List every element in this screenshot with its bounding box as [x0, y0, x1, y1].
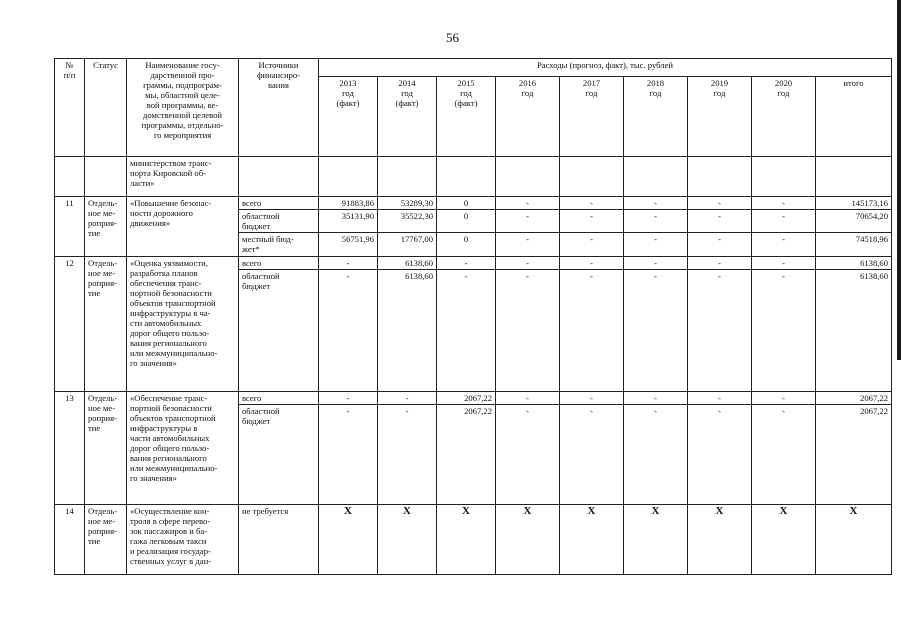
row-source: всего	[239, 197, 319, 210]
value-cell: 17767,00	[378, 233, 437, 257]
value-cell: 0	[437, 210, 496, 233]
value-cell: 6138,60	[378, 257, 437, 270]
value-cell: -	[752, 405, 816, 505]
header-source: Источники финансиро- вания	[239, 59, 319, 157]
table-row	[55, 157, 892, 197]
row-status: Отдель- ное ме- роприя- тие	[85, 392, 127, 505]
row-number: 11	[55, 197, 85, 257]
value-cell: 6138,60	[378, 270, 437, 392]
not-applicable-mark: X	[560, 505, 624, 575]
value-cell: -	[560, 197, 624, 210]
value-cell: -	[560, 233, 624, 257]
header-total: итого	[816, 77, 892, 157]
row-source: не требуется	[239, 505, 319, 575]
not-applicable-mark: X	[496, 505, 560, 575]
total-cell: 2067,22	[816, 405, 892, 505]
row-status: Отдель- ное ме- роприя- тие	[85, 505, 127, 575]
row-name: «Обеспечение транс- портной безопасности объектов транспортной инфраструктуры в части автомобильных дорог общего пользо- вания регионального или межмуниципально- го значения»	[127, 392, 239, 505]
row-status: Отдель- ное ме- роприя- тие	[85, 197, 127, 257]
value-cell: -	[496, 210, 560, 233]
value-cell: -	[319, 392, 378, 405]
value-cell: -	[496, 405, 560, 505]
value-cell: -	[624, 270, 688, 392]
value-cell: -	[688, 233, 752, 257]
not-applicable-mark: X	[319, 505, 378, 575]
value-cell: -	[560, 210, 624, 233]
value-cell: -	[688, 257, 752, 270]
not-applicable-mark: X	[688, 505, 752, 575]
row-source: областной бюджет	[239, 405, 319, 505]
row-name: «Осуществление кон- троля в сфере перево- зок пассажиров и ба- гажа легковым такси и реализация государ- ственных услуг в дан-	[127, 505, 239, 575]
value-cell: -	[752, 257, 816, 270]
value-cell: -	[752, 270, 816, 392]
header-year: 2019 год	[688, 77, 752, 157]
header-year: 2013 год (факт)	[319, 77, 378, 157]
row-status: Отдель- ное ме- роприя- тие	[85, 257, 127, 392]
total-cell: 6138,60	[816, 270, 892, 392]
value-cell: 35131,90	[319, 210, 378, 233]
header-year: 2016 год	[496, 77, 560, 157]
header-status: Статус	[85, 59, 127, 157]
total-cell: 145173,16	[816, 197, 892, 210]
continuation-name: министерством транс- порта Кировской об- ласти»	[127, 157, 239, 197]
header-year: 2020 год	[752, 77, 816, 157]
row-name: «Повышение безопас- ности дорожного движения»	[127, 197, 239, 257]
value-cell: -	[624, 405, 688, 505]
value-cell: -	[624, 210, 688, 233]
value-cell: -	[496, 270, 560, 392]
header-year: 2017 год	[560, 77, 624, 157]
value-cell: -	[624, 257, 688, 270]
total-cell: 74518,96	[816, 233, 892, 257]
table-row	[55, 197, 892, 210]
header-expenses: Расходы (прогноз, факт), тыс. рублей	[319, 59, 892, 77]
row-source: всего	[239, 392, 319, 405]
not-applicable-mark: X	[816, 505, 892, 575]
table-row	[55, 257, 892, 270]
header-year: 2014 год (факт)	[378, 77, 437, 157]
value-cell: -	[496, 233, 560, 257]
value-cell: -	[319, 257, 378, 270]
value-cell: 56751,96	[319, 233, 378, 257]
row-source: областной бюджет	[239, 270, 319, 392]
row-number: 12	[55, 257, 85, 392]
page-number: 56	[446, 30, 459, 45]
header-num: № п/п	[55, 59, 85, 157]
row-number: 13	[55, 392, 85, 505]
value-cell: -	[624, 197, 688, 210]
not-applicable-mark: X	[624, 505, 688, 575]
value-cell: -	[378, 392, 437, 405]
table-row	[55, 505, 892, 575]
value-cell: -	[560, 392, 624, 405]
value-cell: -	[319, 270, 378, 392]
row-name: «Оценка уязвимости, разработка планов обеспечения транс- портной безопасности объектов транспортной инфраструктуры в ча- сти автомобильных дорог общего пользо- вания регионального или межмуниципально- го значения»	[127, 257, 239, 392]
row-number: 14	[55, 505, 85, 575]
value-cell: -	[752, 210, 816, 233]
value-cell: -	[560, 257, 624, 270]
value-cell: -	[496, 197, 560, 210]
value-cell: -	[496, 392, 560, 405]
value-cell: -	[624, 233, 688, 257]
value-cell: -	[688, 210, 752, 233]
value-cell: 53289,30	[378, 197, 437, 210]
value-cell: -	[378, 405, 437, 505]
value-cell: 35522,30	[378, 210, 437, 233]
value-cell: 0	[437, 233, 496, 257]
value-cell: -	[437, 270, 496, 392]
budget-table	[54, 58, 892, 575]
value-cell: 2067,22	[437, 405, 496, 505]
header-year: 2018 год	[624, 77, 688, 157]
total-cell: 70654,20	[816, 210, 892, 233]
value-cell: -	[688, 392, 752, 405]
value-cell: -	[319, 405, 378, 505]
value-cell: -	[688, 405, 752, 505]
value-cell: 2067,22	[437, 392, 496, 405]
not-applicable-mark: X	[378, 505, 437, 575]
value-cell: -	[496, 257, 560, 270]
header-name: Наименование госу- дарственной про- граммы, подпрограм- мы, областной целе- вой программы, ве- домственной целевой программы, отдельно- го мероприятия	[127, 59, 239, 157]
table-row	[55, 392, 892, 405]
value-cell: -	[560, 405, 624, 505]
row-source: местный бюд- жет*	[239, 233, 319, 257]
row-source: областной бюджет	[239, 210, 319, 233]
scan-edge-mark	[897, 0, 901, 360]
value-cell: -	[437, 257, 496, 270]
row-source: всего	[239, 257, 319, 270]
value-cell: -	[624, 392, 688, 405]
value-cell: -	[560, 270, 624, 392]
value-cell: -	[752, 233, 816, 257]
value-cell: -	[688, 197, 752, 210]
value-cell: -	[752, 197, 816, 210]
value-cell: -	[752, 392, 816, 405]
header-year: 2015 год (факт)	[437, 77, 496, 157]
value-cell: -	[688, 270, 752, 392]
value-cell: 0	[437, 197, 496, 210]
value-cell: 91883,86	[319, 197, 378, 210]
total-cell: 2067,22	[816, 392, 892, 405]
header-row	[55, 59, 892, 77]
total-cell: 6138,60	[816, 257, 892, 270]
not-applicable-mark: X	[752, 505, 816, 575]
not-applicable-mark: X	[437, 505, 496, 575]
